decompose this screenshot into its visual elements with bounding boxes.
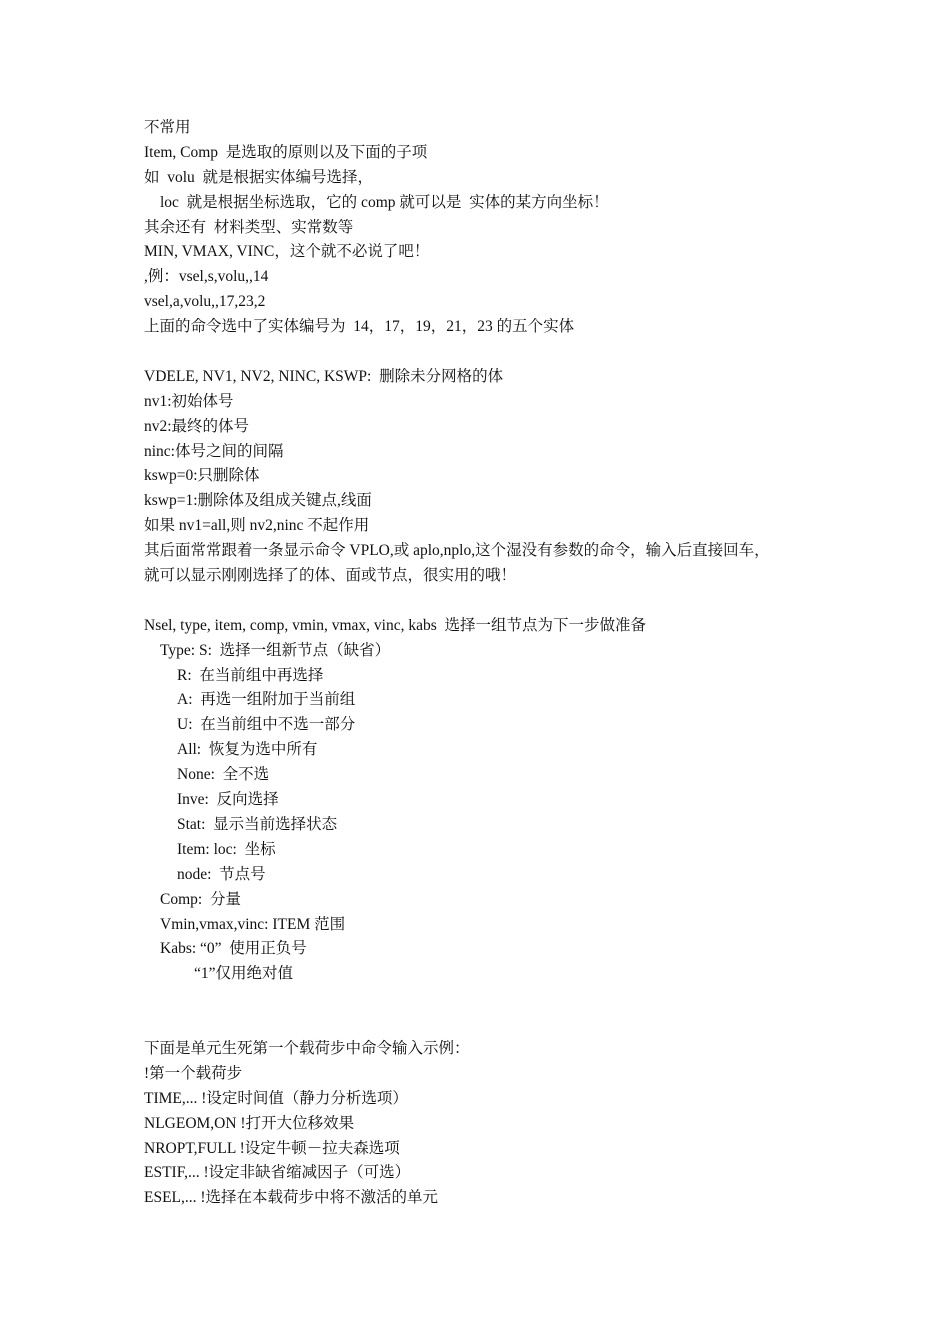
- text-line: Stat: 显示当前选择状态: [177, 815, 338, 833]
- text-line: ninc:体号之间的间隔: [144, 442, 284, 460]
- blank-line: [144, 1012, 834, 1037]
- text-line: 其余还有 材料类型、实常数等: [144, 218, 354, 236]
- text-line: Item: loc: 坐标: [177, 840, 276, 858]
- blank-line: [144, 987, 834, 1012]
- text-line: nv2:最终的体号: [144, 417, 250, 435]
- text-line: Nsel, type, item, comp, vmin, vmax, vinc, kabs 选择一组节点为下一步做准备: [144, 616, 646, 634]
- text-line: NLGEOM,ON !打开大位移效果: [144, 1114, 355, 1132]
- text-line: 其后面常常跟着一条显示命令 VPLO,或 aplo,nplo,这个湿没有参数的命令，输入后直接回车，: [144, 542, 770, 560]
- text-line: “1”仅用绝对值: [194, 965, 294, 983]
- text-line: Vmin,vmax,vinc: ITEM 范围: [160, 915, 346, 933]
- text-line: loc 就是根据坐标选取，它的 comp 就可以是 实体的某方向坐标！: [160, 193, 609, 211]
- text-line: kswp=0:只删除体: [144, 467, 260, 485]
- text-line: None: 全不选: [177, 766, 270, 784]
- blank-line: [144, 589, 834, 614]
- text-line: node: 节点号: [177, 865, 266, 883]
- document-body: [144, 116, 834, 1211]
- text-line: ESEL,... !选择在本载荷步中将不激活的单元: [144, 1189, 439, 1207]
- text-line: 下面是单元生死第一个载荷步中命令输入示例：: [144, 1039, 470, 1057]
- text-line: Kabs: “0” 使用正负号: [160, 940, 307, 958]
- text-line: A: 再选一组附加于当前组: [177, 691, 356, 709]
- text-line: kswp=1:删除体及组成关键点,线面: [144, 492, 372, 510]
- text-line: !第一个载荷步: [144, 1064, 243, 1082]
- text-line: vsel,a,volu,,17,23,2: [144, 293, 266, 311]
- text-line: 如 volu 就是根据实体编号选择，: [144, 168, 374, 186]
- text-line: Type: S: 选择一组新节点（缺省）: [160, 641, 391, 659]
- text-line: Inve: 反向选择: [177, 791, 279, 809]
- text-line: U: 在当前组中不选一部分: [177, 716, 356, 734]
- text-line: Item, Comp 是选取的原则以及下面的子项: [144, 143, 428, 161]
- text-line: TIME,... !设定时间值（静力分析选项）: [144, 1089, 408, 1107]
- text-line: 就可以显示刚刚选择了的体、面或节点，很实用的哦！: [144, 567, 517, 585]
- text-line: ,例：vsel,s,volu,,14: [144, 268, 269, 286]
- text-line: nv1:初始体号: [144, 392, 234, 410]
- text-line: 如果 nv1=all,则 nv2,ninc 不起作用: [144, 517, 370, 535]
- text-line: 上面的命令选中了实体编号为 14，17，19，21，23 的五个实体: [144, 318, 575, 336]
- text-line: R: 在当前组中再选择: [177, 666, 324, 684]
- text-line: ESTIF,... !设定非缺省缩减因子（可选）: [144, 1164, 411, 1182]
- text-line: All: 恢复为选中所有: [177, 741, 318, 759]
- text-line: MIN, VMAX, VINC，这个就不必说了吧！: [144, 243, 430, 261]
- text-line: NROPT,FULL !设定牛顿－拉夫森选项: [144, 1139, 400, 1157]
- text-line: Comp: 分量: [160, 890, 241, 908]
- blank-line: [144, 340, 834, 365]
- text-line: 不常用: [144, 119, 191, 136]
- text-line: VDELE, NV1, NV2, NINC, KSWP: 删除未分网格的体: [144, 367, 504, 385]
